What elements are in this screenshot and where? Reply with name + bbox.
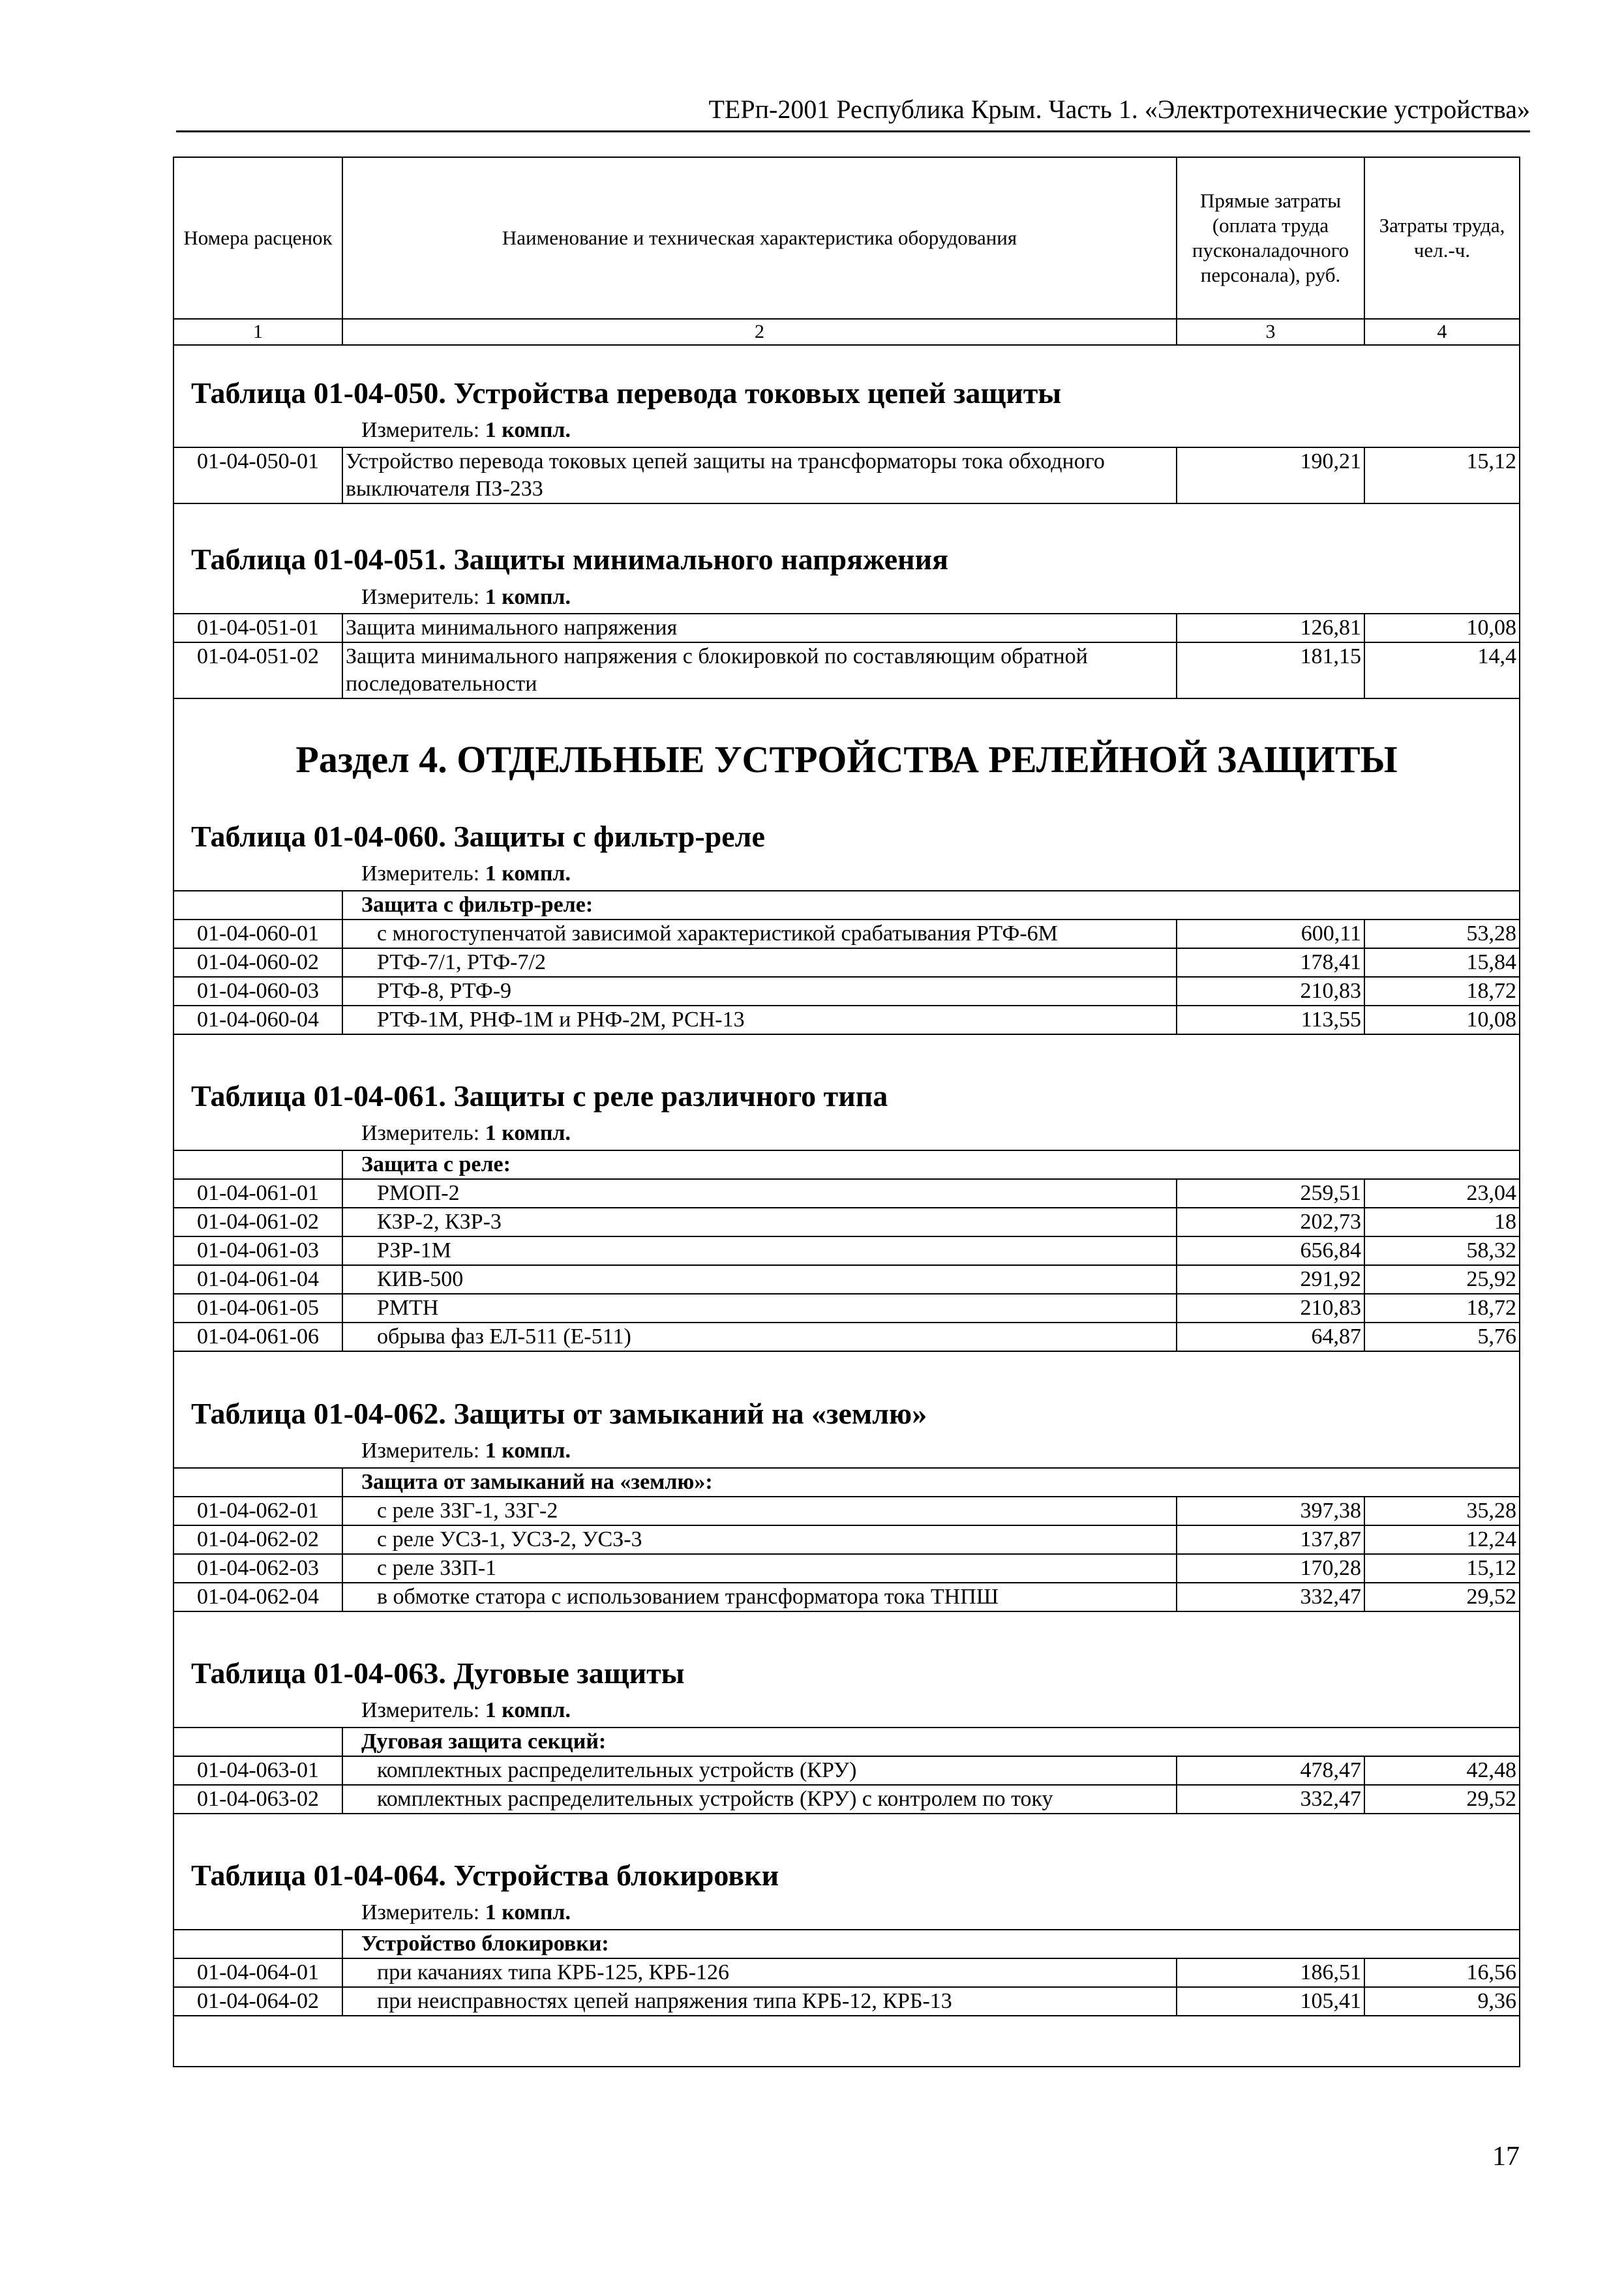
row-name: с реле ЗЗГ-1, ЗЗГ-2 — [342, 1497, 1177, 1525]
row-labor: 5,76 — [1364, 1323, 1519, 1351]
row-labor: 10,08 — [1364, 614, 1519, 642]
row-code: 01-04-060-02 — [174, 948, 342, 977]
header-num-1: 1 — [174, 319, 342, 345]
table-row — [174, 1497, 1519, 1525]
table-group-row — [174, 1930, 1519, 1958]
row-cost: 202,73 — [1177, 1208, 1364, 1236]
page-header: ТЕРп-2001 Республика Крым. Часть 1. «Электротехнические устройства» — [176, 94, 1530, 132]
table-group-row — [174, 1150, 1519, 1179]
row-labor: 9,36 — [1364, 1987, 1519, 2016]
table-group-row — [174, 1468, 1519, 1497]
table-row — [174, 447, 1519, 503]
table-row — [174, 614, 1519, 642]
row-cost: 137,87 — [1177, 1525, 1364, 1554]
row-cost: 259,51 — [1177, 1179, 1364, 1208]
row-cost: 600,11 — [1177, 920, 1364, 948]
row-code: 01-04-060-04 — [174, 1006, 342, 1034]
row-cost: 170,28 — [1177, 1554, 1364, 1583]
table-051-title: Таблица 01-04-051. Защиты минимального напряжения — [191, 543, 949, 576]
table-061-title: Таблица 01-04-061. Защиты с реле различного типа — [191, 1079, 888, 1113]
row-code: 01-04-061-01 — [174, 1179, 342, 1208]
header-col-labor: Затраты труда, чел.-ч. — [1364, 158, 1519, 319]
row-name: при качаниях типа КРБ-125, КРБ-126 — [342, 1958, 1177, 1987]
table-row — [174, 1265, 1519, 1294]
row-labor: 23,04 — [1364, 1179, 1519, 1208]
row-code: 01-04-050-01 — [174, 447, 342, 503]
table-row — [174, 1756, 1519, 1785]
row-cost: 210,83 — [1177, 1294, 1364, 1323]
row-labor: 18,72 — [1364, 977, 1519, 1006]
row-code: 01-04-061-04 — [174, 1265, 342, 1294]
table-group-row — [174, 891, 1519, 920]
row-code: 01-04-060-01 — [174, 920, 342, 948]
row-name: комплектных распределительных устройств (КРУ) с контролем по току — [342, 1785, 1177, 1814]
group-label: Устройство блокировки: — [342, 1930, 1519, 1958]
row-code: 01-04-051-01 — [174, 614, 342, 642]
row-cost: 64,87 — [1177, 1323, 1364, 1351]
row-code: 01-04-064-01 — [174, 1958, 342, 1987]
table-row — [174, 642, 1519, 698]
row-code: 01-04-051-02 — [174, 642, 342, 698]
row-name: комплектных распределительных устройств (КРУ) — [342, 1756, 1177, 1785]
row-labor: 15,12 — [1364, 447, 1519, 503]
row-code: 01-04-062-01 — [174, 1497, 342, 1525]
row-labor: 12,24 — [1364, 1525, 1519, 1554]
row-labor: 16,56 — [1364, 1958, 1519, 1987]
row-code: 01-04-062-03 — [174, 1554, 342, 1583]
row-labor: 25,92 — [1364, 1265, 1519, 1294]
group-label: Защита от замыканий на «землю»: — [342, 1468, 1519, 1497]
row-name: РМОП-2 — [342, 1179, 1177, 1208]
table-050 — [174, 447, 1519, 504]
row-name: с реле УСЗ-1, УСЗ-2, УСЗ-3 — [342, 1525, 1177, 1554]
row-code: 01-04-062-04 — [174, 1583, 342, 1611]
table-row — [174, 977, 1519, 1006]
row-cost: 291,92 — [1177, 1265, 1364, 1294]
header-num-3: 3 — [1177, 319, 1364, 345]
row-cost: 332,47 — [1177, 1583, 1364, 1611]
table-050-title: Таблица 01-04-050. Устройства перевода токовых цепей защиты — [191, 376, 1062, 410]
row-labor: 15,12 — [1364, 1554, 1519, 1583]
group-label: Защита с реле: — [342, 1150, 1519, 1179]
table-062-unit: Измеритель: 1 компл. — [361, 1439, 571, 1463]
header-col-codes: Номера расценок — [174, 158, 342, 319]
row-cost: 332,47 — [1177, 1785, 1364, 1814]
table-row — [174, 1006, 1519, 1034]
table-row — [174, 1179, 1519, 1208]
row-name: РЗР-1М — [342, 1236, 1177, 1265]
row-name: РТФ-1М, РНФ-1М и РНФ-2М, РСН-13 — [342, 1006, 1177, 1034]
row-labor: 35,28 — [1364, 1497, 1519, 1525]
table-row — [174, 1323, 1519, 1351]
header-num-4: 4 — [1364, 319, 1519, 345]
row-name: КЗР-2, КЗР-3 — [342, 1208, 1177, 1236]
header-col-cost: Прямые затраты (оплата труда пусконаладочного персонала), руб. — [1177, 158, 1364, 319]
table-060 — [174, 890, 1519, 1035]
row-cost: 190,21 — [1177, 447, 1364, 503]
table-063 — [174, 1727, 1519, 1814]
row-name: РМТН — [342, 1294, 1177, 1323]
table-row — [174, 1208, 1519, 1236]
row-name: с многоступенчатой зависимой характеристикой срабатывания РТФ-6М — [342, 920, 1177, 948]
table-row — [174, 948, 1519, 977]
row-labor: 14,4 — [1364, 642, 1519, 698]
table-064-title: Таблица 01-04-064. Устройства блокировки — [191, 1859, 779, 1892]
column-header — [174, 158, 1519, 346]
table-row — [174, 1236, 1519, 1265]
table-051 — [174, 613, 1519, 699]
group-label: Защита с фильтр-реле: — [342, 891, 1519, 920]
table-row — [174, 1583, 1519, 1611]
table-060-unit: Измеритель: 1 компл. — [361, 861, 571, 886]
table-061-unit: Измеритель: 1 компл. — [361, 1121, 571, 1145]
row-cost: 478,47 — [1177, 1756, 1364, 1785]
row-labor: 29,52 — [1364, 1785, 1519, 1814]
group-label: Дуговая защита секций: — [342, 1728, 1519, 1756]
table-row — [174, 1294, 1519, 1323]
row-cost: 113,55 — [1177, 1006, 1364, 1034]
table-061 — [174, 1150, 1519, 1352]
row-code: 01-04-063-01 — [174, 1756, 342, 1785]
row-name: с реле ЗЗП-1 — [342, 1554, 1177, 1583]
table-062-title: Таблица 01-04-062. Защиты от замыканий на «землю» — [191, 1397, 927, 1430]
table-063-unit: Измеритель: 1 компл. — [361, 1698, 571, 1722]
row-name: Защита минимального напряжения с блокировкой по составляющим обратной последовательности — [342, 642, 1177, 698]
row-labor: 53,28 — [1364, 920, 1519, 948]
row-name: КИВ-500 — [342, 1265, 1177, 1294]
row-labor: 58,32 — [1364, 1236, 1519, 1265]
table-062 — [174, 1467, 1519, 1612]
row-cost: 178,41 — [1177, 948, 1364, 977]
row-code: 01-04-064-02 — [174, 1987, 342, 2016]
row-labor: 18,72 — [1364, 1294, 1519, 1323]
table-row — [174, 1785, 1519, 1814]
row-code: 01-04-061-05 — [174, 1294, 342, 1323]
table-group-row — [174, 1728, 1519, 1756]
table-050-unit: Измеритель: 1 компл. — [361, 418, 571, 442]
row-labor: 42,48 — [1364, 1756, 1519, 1785]
table-064 — [174, 1929, 1519, 2016]
row-name: при неисправностях цепей напряжения типа КРБ-12, КРБ-13 — [342, 1987, 1177, 2016]
row-code: 01-04-061-06 — [174, 1323, 342, 1351]
header-num-2: 2 — [342, 319, 1177, 345]
row-cost: 105,41 — [1177, 1987, 1364, 2016]
table-060-title: Таблица 01-04-060. Защиты с фильтр-реле — [191, 820, 765, 853]
table-row — [174, 1525, 1519, 1554]
row-name: РТФ-8, РТФ-9 — [342, 977, 1177, 1006]
page-number: 17 — [1492, 2142, 1520, 2172]
row-cost: 210,83 — [1177, 977, 1364, 1006]
row-code: 01-04-063-02 — [174, 1785, 342, 1814]
row-cost: 656,84 — [1177, 1236, 1364, 1265]
row-labor: 15,84 — [1364, 948, 1519, 977]
row-cost: 397,38 — [1177, 1497, 1364, 1525]
row-labor: 29,52 — [1364, 1583, 1519, 1611]
row-name: в обмотке статора с использованием трансформатора тока ТНПШ — [342, 1583, 1177, 1611]
row-code: 01-04-062-02 — [174, 1525, 342, 1554]
row-cost: 126,81 — [1177, 614, 1364, 642]
row-labor: 10,08 — [1364, 1006, 1519, 1034]
table-051-unit: Измеритель: 1 компл. — [361, 585, 571, 609]
row-name: обрыва фаз ЕЛ-511 (Е-511) — [342, 1323, 1177, 1351]
row-code: 01-04-061-02 — [174, 1208, 342, 1236]
table-063-title: Таблица 01-04-063. Дуговые защиты — [191, 1656, 685, 1690]
row-name: РТФ-7/1, РТФ-7/2 — [342, 948, 1177, 977]
table-row — [174, 1987, 1519, 2016]
section-title: Раздел 4. ОТДЕЛЬНЫЕ УСТРОЙСТВА РЕЛЕЙНОЙ ЗАЩИТЫ — [295, 738, 1398, 781]
row-name: Устройство перевода токовых цепей защиты на трансформаторы тока обходного выключателя ПЗ-233 — [342, 447, 1177, 503]
row-name: Защита минимального напряжения — [342, 614, 1177, 642]
row-code: 01-04-061-03 — [174, 1236, 342, 1265]
header-col-name: Наименование и техническая характеристика оборудования — [342, 158, 1177, 319]
price-document — [173, 157, 1520, 2067]
table-row — [174, 920, 1519, 948]
table-row — [174, 1958, 1519, 1987]
table-064-unit: Измеритель: 1 компл. — [361, 1900, 571, 1924]
row-cost: 181,15 — [1177, 642, 1364, 698]
row-cost: 186,51 — [1177, 1958, 1364, 1987]
row-labor: 18 — [1364, 1208, 1519, 1236]
row-code: 01-04-060-03 — [174, 977, 342, 1006]
table-row — [174, 1554, 1519, 1583]
